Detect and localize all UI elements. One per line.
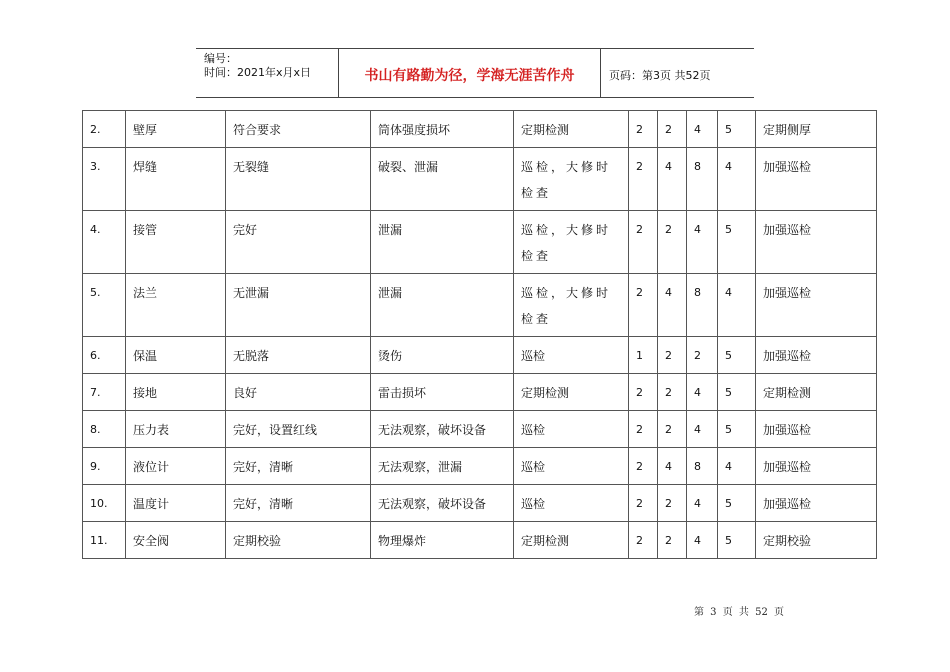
- standard-cell: 无泄漏: [226, 274, 371, 337]
- time-label: 时间：2021年x月x日: [204, 66, 312, 79]
- score-d: 5: [718, 411, 756, 448]
- item-name: 液位计: [126, 448, 226, 485]
- standard-cell: 良好: [226, 374, 371, 411]
- table-row: [83, 111, 877, 148]
- score-a: 2: [629, 211, 658, 274]
- item-name: 压力表: [126, 411, 226, 448]
- score-a: 2: [629, 411, 658, 448]
- score-d: 4: [718, 274, 756, 337]
- score-c: 4: [687, 211, 718, 274]
- standard-cell: 无脱落: [226, 337, 371, 374]
- table-row: [83, 337, 877, 374]
- score-d: 4: [718, 448, 756, 485]
- score-a: 1: [629, 337, 658, 374]
- score-c: 4: [687, 374, 718, 411]
- score-b: 2: [658, 337, 687, 374]
- method-cell: 定期检测: [514, 522, 629, 559]
- score-d: 5: [718, 111, 756, 148]
- motto: 书山有路勤为径，学海无涯苦作舟: [339, 49, 601, 97]
- row-number: 6.: [83, 337, 126, 374]
- method-cell: 定期检测: [514, 374, 629, 411]
- score-b: 2: [658, 374, 687, 411]
- table-row: [83, 211, 877, 274]
- failure-cell: 泄漏: [371, 274, 514, 337]
- item-name: 壁厚: [126, 111, 226, 148]
- score-c: 4: [687, 485, 718, 522]
- row-number: 5.: [83, 274, 126, 337]
- method-cell: 巡检: [514, 337, 629, 374]
- item-name: 法兰: [126, 274, 226, 337]
- table-row: [83, 374, 877, 411]
- score-d: 5: [718, 211, 756, 274]
- table-row: [83, 485, 877, 522]
- score-d: 5: [718, 337, 756, 374]
- score-c: 2: [687, 337, 718, 374]
- table-row: [83, 411, 877, 448]
- failure-cell: 无法观察，破坏设备: [371, 411, 514, 448]
- score-b: 4: [658, 448, 687, 485]
- score-b: 4: [658, 148, 687, 211]
- method-cell: 定期检测: [514, 111, 629, 148]
- score-a: 2: [629, 374, 658, 411]
- measure-cell: 加强巡检: [756, 211, 877, 274]
- score-a: 2: [629, 485, 658, 522]
- row-number: 11.: [83, 522, 126, 559]
- score-b: 2: [658, 411, 687, 448]
- row-number: 9.: [83, 448, 126, 485]
- row-number: 7.: [83, 374, 126, 411]
- failure-cell: 筒体强度损坏: [371, 111, 514, 148]
- item-name: 保温: [126, 337, 226, 374]
- item-name: 接管: [126, 211, 226, 274]
- score-b: 4: [658, 274, 687, 337]
- measure-cell: 定期校验: [756, 522, 877, 559]
- item-name: 安全阀: [126, 522, 226, 559]
- method-cell: 巡检，大修时检查: [514, 274, 629, 337]
- row-number: 3.: [83, 148, 126, 211]
- score-d: 5: [718, 374, 756, 411]
- method-cell: 巡检: [514, 485, 629, 522]
- score-a: 2: [629, 111, 658, 148]
- table-body: [83, 111, 877, 559]
- measure-cell: 加强巡检: [756, 337, 877, 374]
- score-b: 2: [658, 522, 687, 559]
- row-number: 8.: [83, 411, 126, 448]
- page-footer: 第 3 页 共 52 页: [694, 607, 784, 618]
- failure-cell: 烫伤: [371, 337, 514, 374]
- score-c: 4: [687, 522, 718, 559]
- item-name: 接地: [126, 374, 226, 411]
- score-a: 2: [629, 274, 658, 337]
- row-number: 2.: [83, 111, 126, 148]
- score-b: 2: [658, 111, 687, 148]
- page-header: [196, 48, 754, 98]
- measure-cell: 加强巡检: [756, 448, 877, 485]
- score-a: 2: [629, 148, 658, 211]
- page-code: 页码：第3页 共52页: [609, 69, 711, 82]
- standard-cell: 完好，清晰: [226, 448, 371, 485]
- item-name: 焊缝: [126, 148, 226, 211]
- table-row: [83, 522, 877, 559]
- score-d: 5: [718, 485, 756, 522]
- table-row: [83, 148, 877, 211]
- method-cell: 巡检: [514, 448, 629, 485]
- standard-cell: 符合要求: [226, 111, 371, 148]
- code-label: 编号：: [204, 52, 237, 65]
- standard-cell: 完好: [226, 211, 371, 274]
- method-cell: 巡检，大修时检查: [514, 148, 629, 211]
- score-b: 2: [658, 211, 687, 274]
- failure-cell: 雷击损坏: [371, 374, 514, 411]
- score-c: 4: [687, 411, 718, 448]
- table-row: [83, 274, 877, 337]
- failure-cell: 破裂、泄漏: [371, 148, 514, 211]
- method-cell: 巡检: [514, 411, 629, 448]
- score-d: 4: [718, 148, 756, 211]
- score-c: 8: [687, 148, 718, 211]
- failure-cell: 物理爆炸: [371, 522, 514, 559]
- row-number: 10.: [83, 485, 126, 522]
- score-d: 5: [718, 522, 756, 559]
- standard-cell: 无裂缝: [226, 148, 371, 211]
- standard-cell: 完好，清晰: [226, 485, 371, 522]
- method-cell: 巡检，大修时检查: [514, 211, 629, 274]
- item-name: 温度计: [126, 485, 226, 522]
- measure-cell: 定期检测: [756, 374, 877, 411]
- measure-cell: 加强巡检: [756, 148, 877, 211]
- inspection-table: [82, 110, 877, 559]
- score-c: 4: [687, 111, 718, 148]
- score-a: 2: [629, 448, 658, 485]
- header-meta: [196, 49, 339, 97]
- score-c: 8: [687, 274, 718, 337]
- failure-cell: 无法观察，破坏设备: [371, 485, 514, 522]
- measure-cell: 加强巡检: [756, 274, 877, 337]
- table-row: [83, 448, 877, 485]
- score-a: 2: [629, 522, 658, 559]
- failure-cell: 泄漏: [371, 211, 514, 274]
- measure-cell: 加强巡检: [756, 411, 877, 448]
- measure-cell: 定期侧厚: [756, 111, 877, 148]
- score-c: 8: [687, 448, 718, 485]
- standard-cell: 定期校验: [226, 522, 371, 559]
- failure-cell: 无法观察，泄漏: [371, 448, 514, 485]
- row-number: 4.: [83, 211, 126, 274]
- standard-cell: 完好，设置红线: [226, 411, 371, 448]
- measure-cell: 加强巡检: [756, 485, 877, 522]
- score-b: 2: [658, 485, 687, 522]
